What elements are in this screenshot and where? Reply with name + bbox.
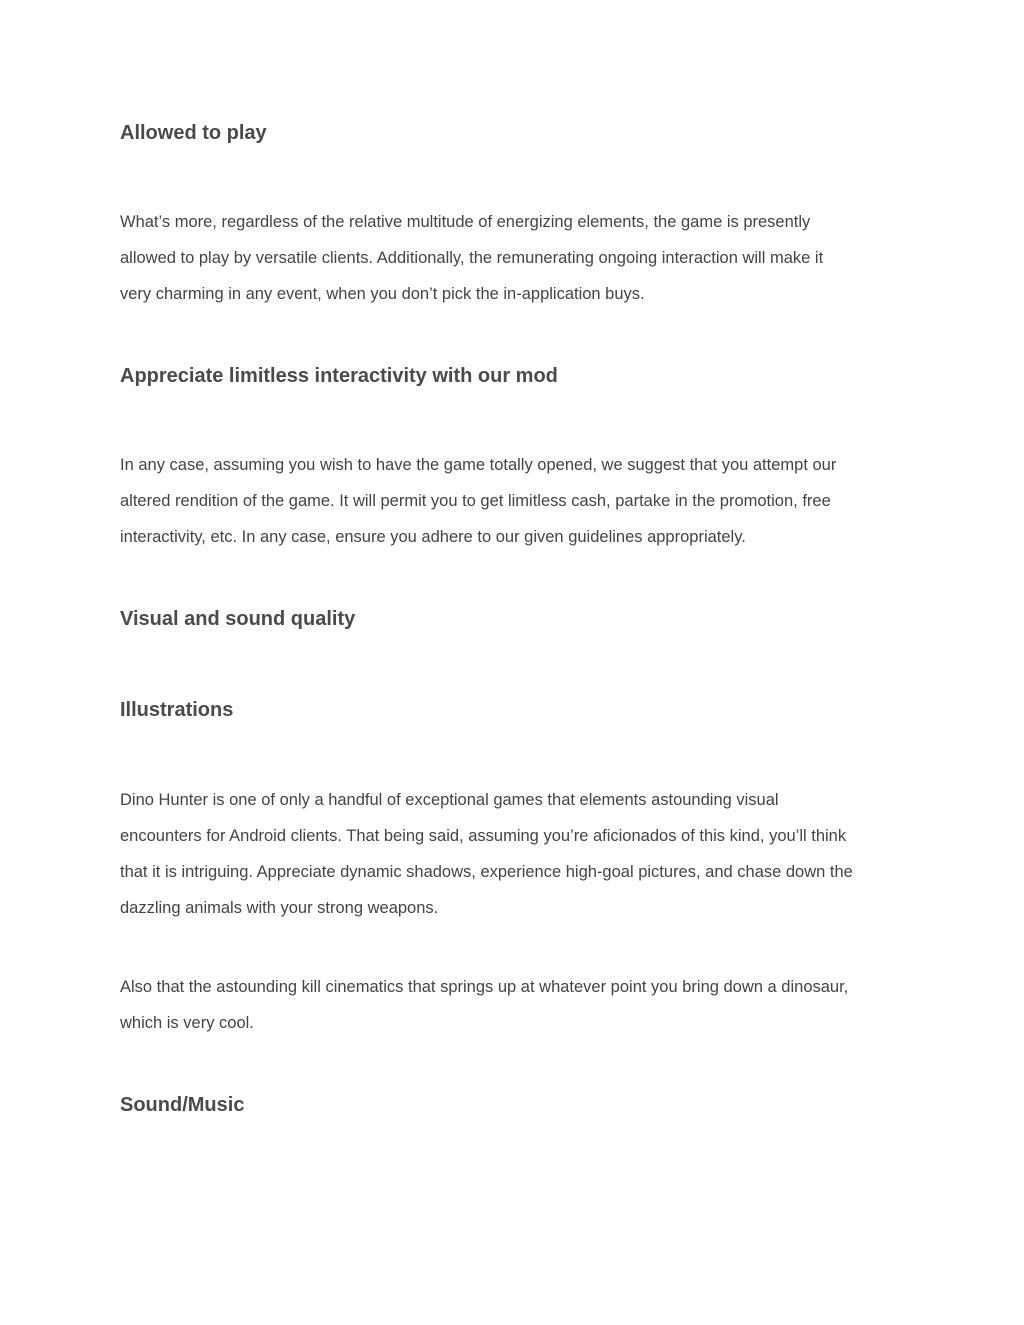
paragraph-line: What’s more, regardless of the relative multitude of energizing elements, the game is presently <box>120 213 811 231</box>
heading-sound-music: Sound/Music <box>120 1094 245 1116</box>
paragraph-line: Dino Hunter is one of only a handful of exceptional games that elements astounding visual <box>120 791 779 809</box>
paragraph-illustrations <box>120 782 910 926</box>
heading-visual-sound-quality: Visual and sound quality <box>120 608 356 630</box>
paragraph-cinematics <box>120 969 910 1041</box>
paragraph-line: allowed to play by versatile clients. Additionally, the remunerating ongoing interaction will make it <box>120 249 824 267</box>
paragraph-allowed-to-play <box>120 204 910 312</box>
heading-mod: Appreciate limitless interactivity with our mod <box>120 365 558 387</box>
paragraph-line: encounters for Android clients. That being said, assuming you’re aficionados of this kind, you’ll think <box>120 827 847 845</box>
paragraph-line: altered rendition of the game. It will permit you to get limitless cash, partake in the promotion, free <box>120 492 831 510</box>
paragraph-line: very charming in any event, when you don’t pick the in-application buys. <box>120 285 645 303</box>
paragraph-line: interactivity, etc. In any case, ensure you adhere to our given guidelines appropriately. <box>120 528 746 546</box>
paragraph-line: Also that the astounding kill cinematics that springs up at whatever point you bring down a dinosaur, <box>120 978 849 996</box>
heading-allowed-to-play: Allowed to play <box>120 122 267 144</box>
paragraph-mod <box>120 447 910 555</box>
paragraph-line: that it is intriguing. Appreciate dynamic shadows, experience high-goal pictures, and chase down the <box>120 863 853 881</box>
heading-illustrations: Illustrations <box>120 699 234 721</box>
paragraph-line: which is very cool. <box>120 1014 254 1032</box>
paragraph-line: In any case, assuming you wish to have the game totally opened, we suggest that you attempt our <box>120 456 837 474</box>
paragraph-line: dazzling animals with your strong weapons. <box>120 899 439 917</box>
